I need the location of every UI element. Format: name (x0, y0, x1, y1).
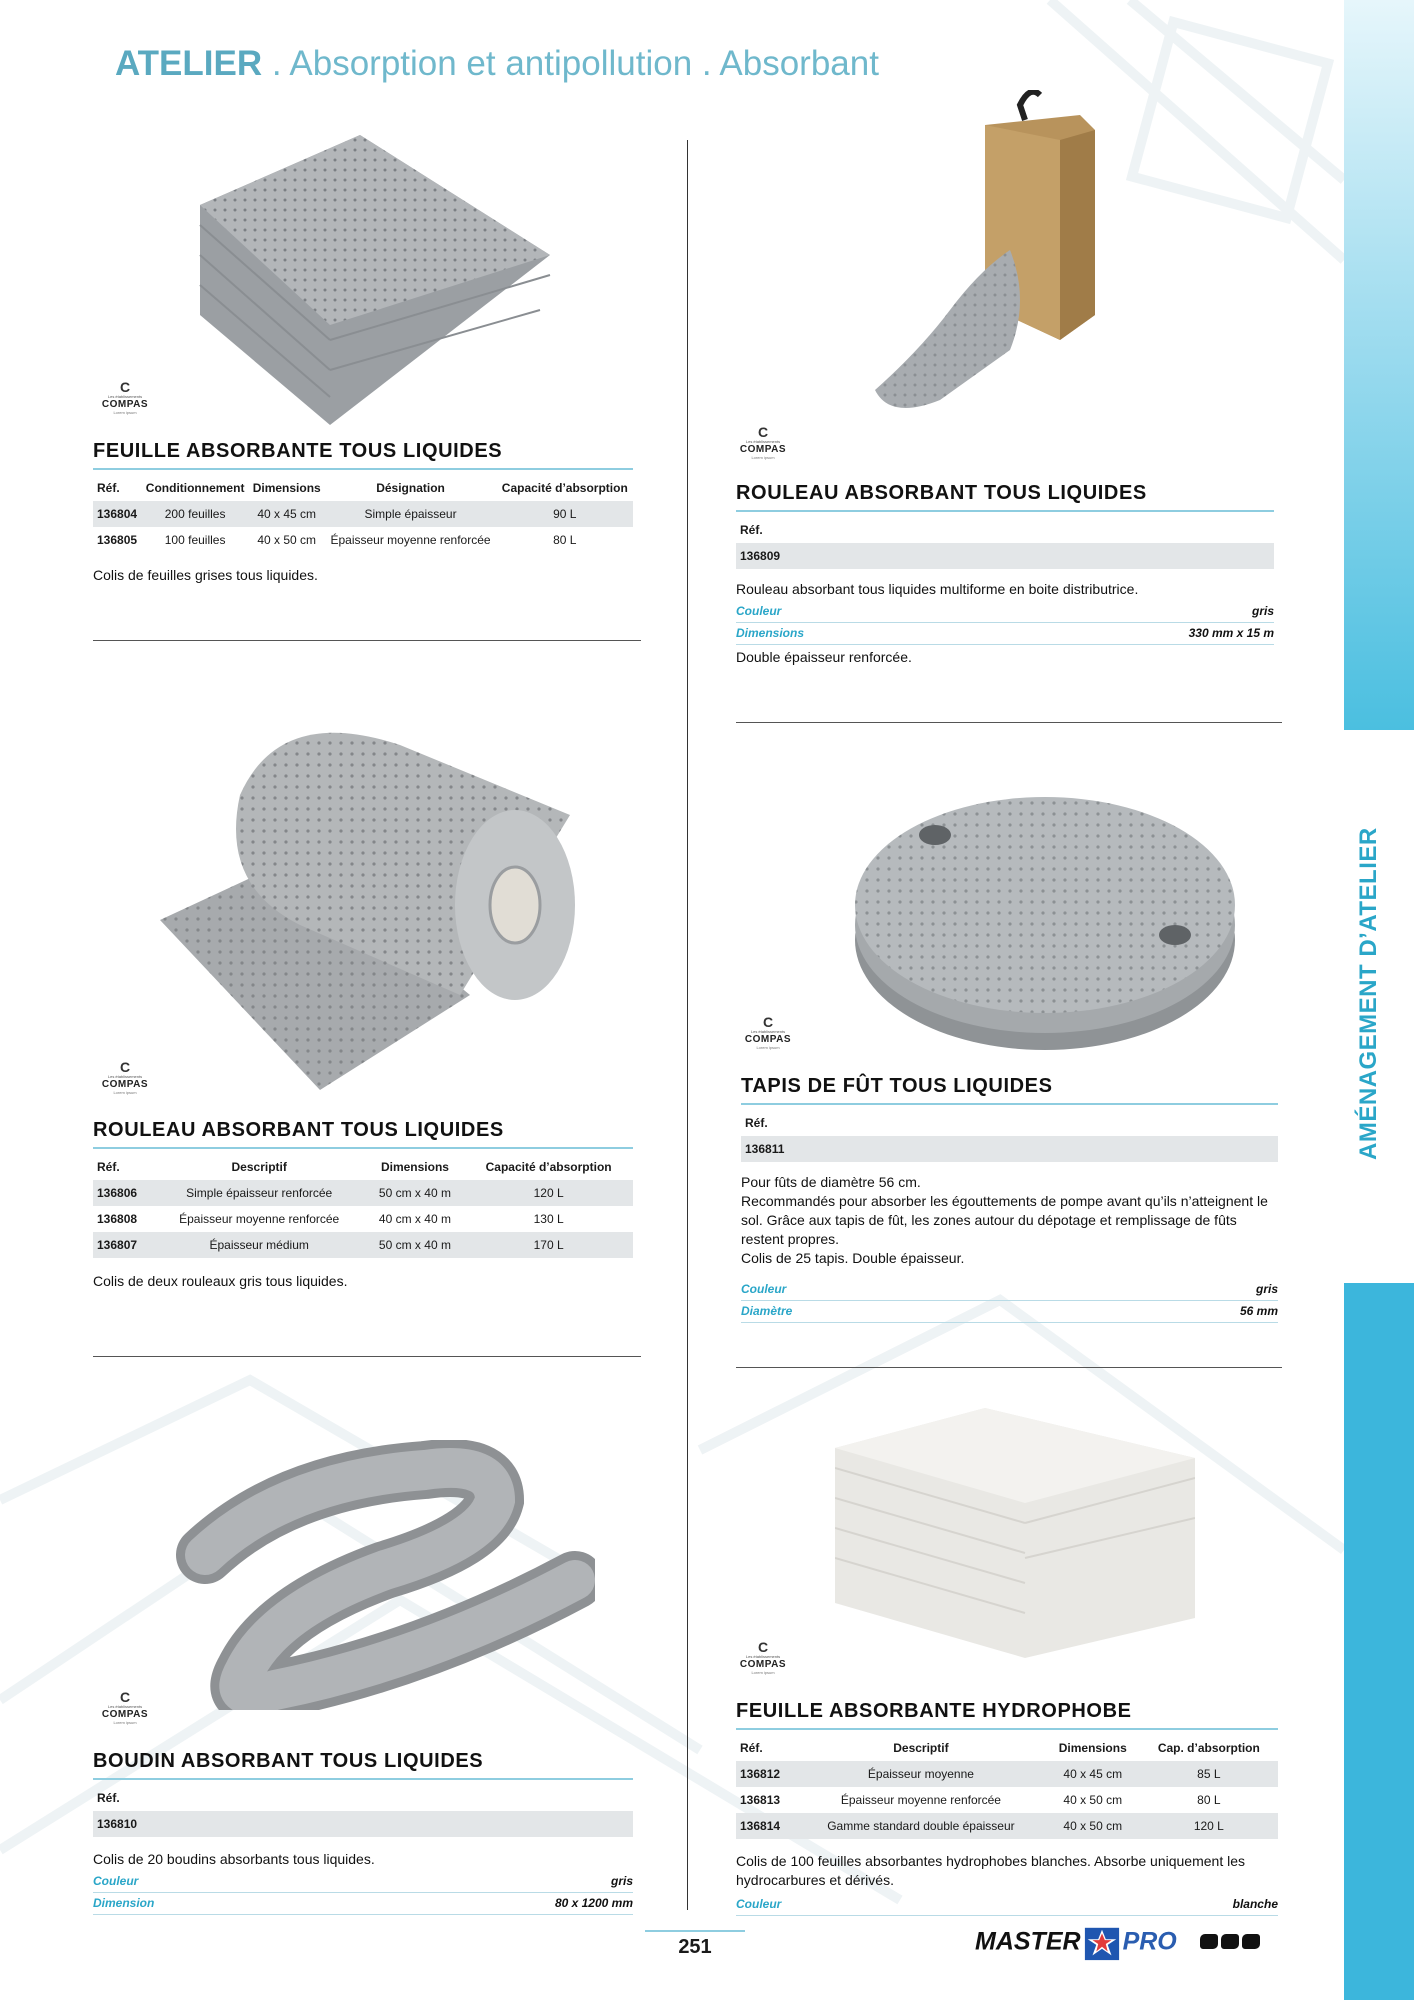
cell: 130 L (533, 1212, 564, 1226)
table-row (93, 501, 633, 527)
col-ref: Réf. (97, 1160, 120, 1174)
attr-value: 80 x 1200 mm (554, 1896, 633, 1910)
attribute-row-color (736, 602, 1274, 623)
logo-subtitle: Les établissements (107, 394, 143, 399)
product-description-extra: Double épaisseur renforcée. (736, 649, 912, 665)
sidebar-blue-band (1344, 1283, 1414, 2000)
spec-table (93, 475, 633, 553)
col-dimensions: Dimensions (1058, 1741, 1127, 1755)
logo-name: COMPAS (101, 1079, 149, 1090)
absorbent-sock-image (165, 1440, 595, 1710)
col-ref: Réf. (740, 523, 763, 537)
product-title: FEUILLE ABSORBANTE TOUS LIQUIDES (93, 440, 503, 462)
logo-mark: C (757, 1639, 769, 1655)
compas-logo (733, 1015, 803, 1050)
attr-value: 330 mm x 15 m (1188, 626, 1274, 640)
compas-logo (728, 1640, 798, 1675)
logo-mark: C (757, 424, 769, 440)
table-header-row (736, 517, 1274, 543)
sidebar-gradient-band (1344, 0, 1414, 730)
brand-dots-icon (1200, 1934, 1263, 1954)
product-description: Colis de deux rouleaux gris tous liquides. (93, 1273, 348, 1289)
table-row (93, 527, 633, 553)
attr-value: gris (1251, 604, 1274, 618)
cell-ref: 136809 (736, 543, 1274, 569)
absorbent-roll-image (160, 705, 590, 1095)
attr-label: Dimensions (736, 626, 805, 640)
product-title: TAPIS DE FÛT TOUS LIQUIDES (741, 1075, 1053, 1097)
ref-table (736, 517, 1274, 569)
cell-ref: 136813 (740, 1793, 781, 1807)
attr-label: Couleur (741, 1282, 787, 1296)
cell: Simple épaisseur (324, 501, 496, 527)
table-header-row (93, 475, 633, 501)
logo-name: COMPAS (739, 444, 787, 455)
product-description (741, 1173, 1278, 1268)
col-description: Descriptif (893, 1741, 949, 1755)
cell-ref: 136810 (93, 1811, 633, 1837)
cell: 40 x 50 cm (1046, 1813, 1140, 1839)
cell: 50 cm x 40 m (366, 1232, 465, 1258)
table-row (736, 1813, 1278, 1839)
title-underline (93, 1147, 633, 1149)
product-description: Colis de 100 feuilles absorbantes hydrophobes blanches. Absorbe uniquement les hydrocarbures et dérivés. (736, 1853, 1246, 1888)
attr-label: Diamètre (741, 1304, 793, 1318)
cell-ref: 136811 (741, 1136, 1278, 1162)
cell: Épaisseur moyenne renforcée (840, 1793, 1001, 1807)
col-capacity: Capacité d’absorption (501, 481, 628, 495)
brand-right: PRO (1122, 1927, 1177, 1956)
cell: Simple épaisseur renforcée (153, 1180, 366, 1206)
attribute-row-dimension (93, 1894, 633, 1915)
col-capacity: Capacité d’absorption (485, 1160, 612, 1174)
table-row (736, 543, 1274, 569)
cell: 90 L (497, 501, 633, 527)
col-ref: Réf. (97, 481, 120, 495)
logo-mark: C (119, 1059, 131, 1075)
table-header-row (93, 1154, 633, 1180)
table-header-row (741, 1110, 1278, 1136)
cell: 170 L (464, 1232, 633, 1258)
section-divider (93, 1356, 641, 1357)
cell: 40 x 50 cm (257, 533, 317, 547)
section-divider (93, 640, 641, 641)
logo-subtitle: Les établissements (750, 1029, 786, 1034)
brand-left: MASTER (975, 1927, 1081, 1956)
page-title (115, 44, 879, 84)
page-title-breadcrumb: . Absorption et antipollution . Absorbant (262, 44, 879, 83)
hydrophobic-sheet-stack-image (835, 1408, 1195, 1658)
logo-subtitle: Les établissements (745, 439, 781, 444)
attr-value: gris (1255, 1282, 1278, 1296)
col-description: Descriptif (231, 1160, 287, 1174)
table-header-row (736, 1735, 1278, 1761)
product-description: Colis de 20 boudins absorbants tous liquides. (93, 1851, 375, 1867)
attribute-row-dimensions (736, 624, 1274, 645)
attribute-row-color (741, 1280, 1278, 1301)
logo-subtitle: Les établissements (745, 1654, 781, 1659)
cell-ref: 136806 (93, 1180, 153, 1206)
compas-logo (90, 1690, 160, 1725)
attr-label: Couleur (93, 1874, 139, 1888)
absorbent-sheet-stack-image (190, 125, 560, 425)
table-header-row (93, 1785, 633, 1811)
logo-name: COMPAS (101, 1709, 149, 1720)
cell: 50 cm x 40 m (366, 1180, 465, 1206)
table-row (93, 1180, 633, 1206)
product-title: ROULEAU ABSORBANT TOUS LIQUIDES (736, 482, 1147, 504)
logo-mark: C (119, 1689, 131, 1705)
cell-ref: 136804 (93, 501, 141, 527)
masterpro-logo (975, 1924, 1177, 1964)
cell: 85 L (1140, 1761, 1278, 1787)
attr-label: Dimension (93, 1896, 155, 1910)
attribute-row-color (736, 1895, 1278, 1916)
section-divider (736, 1367, 1282, 1368)
col-ref: Réf. (745, 1116, 768, 1130)
logo-name: COMPAS (101, 399, 149, 410)
logo-tagline: Lorem ipsum (751, 1670, 775, 1675)
cell: Épaisseur moyenne renforcée (179, 1212, 340, 1226)
logo-subtitle: Les établissements (107, 1704, 143, 1709)
col-dimensions: Dimensions (380, 1160, 449, 1174)
title-underline (741, 1103, 1278, 1105)
logo-tagline: Lorem ipsum (113, 410, 137, 415)
cell: Épaisseur médium (153, 1232, 366, 1258)
attr-label: Couleur (736, 1897, 782, 1911)
attribute-row-diameter (741, 1302, 1278, 1323)
product-title: ROULEAU ABSORBANT TOUS LIQUIDES (93, 1119, 504, 1141)
cell-ref: 136807 (93, 1232, 153, 1258)
logo-subtitle: Les établissements (107, 1074, 143, 1079)
compas-logo (90, 380, 160, 415)
attr-label: Couleur (736, 604, 782, 618)
col-packaging: Conditionnement (145, 481, 245, 495)
table-row (93, 1206, 633, 1232)
spec-table (93, 1154, 633, 1258)
page-number: 251 (678, 1936, 712, 1958)
cell-ref: 136805 (97, 533, 138, 547)
title-underline (93, 1778, 633, 1780)
cell: 80 L (553, 533, 577, 547)
column-divider (687, 140, 688, 1910)
col-ref: Réf. (97, 1791, 120, 1805)
logo-tagline: Lorem ipsum (756, 1045, 780, 1050)
product-title: BOUDIN ABSORBANT TOUS LIQUIDES (93, 1750, 484, 1772)
cell-ref: 136812 (736, 1761, 796, 1787)
sidebar-label-text: AMÉNAGEMENT D’ATELIER (1355, 827, 1382, 1160)
description-line: Colis de 25 tapis. Double épaisseur. (741, 1250, 965, 1266)
col-designation: Désignation (376, 481, 445, 495)
cell: 40 x 50 cm (1063, 1793, 1123, 1807)
ref-table (93, 1785, 633, 1837)
section-divider (736, 722, 1282, 723)
title-underline (736, 510, 1274, 512)
table-row (93, 1811, 633, 1837)
logo-name: COMPAS (744, 1034, 792, 1045)
title-underline (736, 1728, 1278, 1730)
attribute-row-color (93, 1872, 633, 1893)
col-ref: Réf. (740, 1741, 763, 1755)
cell: Gamme standard double épaisseur (796, 1813, 1046, 1839)
logo-tagline: Lorem ipsum (751, 455, 775, 460)
attr-value: gris (610, 1874, 633, 1888)
attr-value: blanche (1232, 1897, 1278, 1911)
cell: 40 x 45 cm (1046, 1761, 1140, 1787)
col-capacity: Cap. d’absorption (1157, 1741, 1260, 1755)
table-row (93, 1232, 633, 1258)
brand-star-icon (1083, 1924, 1121, 1962)
logo-name: COMPAS (739, 1659, 787, 1670)
description-line: Recommandés pour absorber les égouttements de pompe avant qu’ils n’atteignent le sol. Grâce aux tapis de fût, les zones autour du dépotage et remplissage de fûts restent propres. (741, 1193, 1268, 1247)
logo-tagline: Lorem ipsum (113, 1720, 137, 1725)
product-description: Colis de feuilles grises tous liquides. (93, 567, 318, 583)
logo-mark: C (119, 379, 131, 395)
product-title: FEUILLE ABSORBANTE HYDROPHOBE (736, 1700, 1132, 1722)
cell-ref: 136814 (736, 1813, 796, 1839)
page-title-section: ATELIER (115, 44, 263, 83)
table-row (741, 1136, 1278, 1162)
cell: 40 x 45 cm (249, 501, 325, 527)
cell: 200 feuilles (141, 501, 249, 527)
cell: 40 cm x 40 m (378, 1212, 451, 1226)
logo-mark: C (762, 1014, 774, 1030)
roll-dispenser-box-image (860, 90, 1120, 430)
page-number-rule (645, 1930, 745, 1932)
attr-value: 56 mm (1239, 1304, 1278, 1318)
title-underline (93, 468, 633, 470)
product-description: Rouleau absorbant tous liquides multiforme en boite distributrice. (736, 581, 1139, 597)
logo-tagline: Lorem ipsum (113, 1090, 137, 1095)
drum-cover-mat-image (840, 765, 1240, 1065)
cell: 80 L (1197, 1793, 1221, 1807)
compas-logo (90, 1060, 160, 1095)
compas-logo (728, 425, 798, 460)
cell: Épaisseur moyenne (796, 1761, 1046, 1787)
spec-table (736, 1735, 1278, 1839)
cell: Épaisseur moyenne renforcée (330, 533, 491, 547)
cell: 120 L (464, 1180, 633, 1206)
table-row (736, 1787, 1278, 1813)
cell: 100 feuilles (164, 533, 226, 547)
description-line: Pour fûts de diamètre 56 cm. (741, 1174, 921, 1190)
ref-table (741, 1110, 1278, 1162)
cell: 120 L (1140, 1813, 1278, 1839)
cell-ref: 136808 (97, 1212, 138, 1226)
col-dimensions: Dimensions (252, 481, 321, 495)
table-row (736, 1761, 1278, 1787)
